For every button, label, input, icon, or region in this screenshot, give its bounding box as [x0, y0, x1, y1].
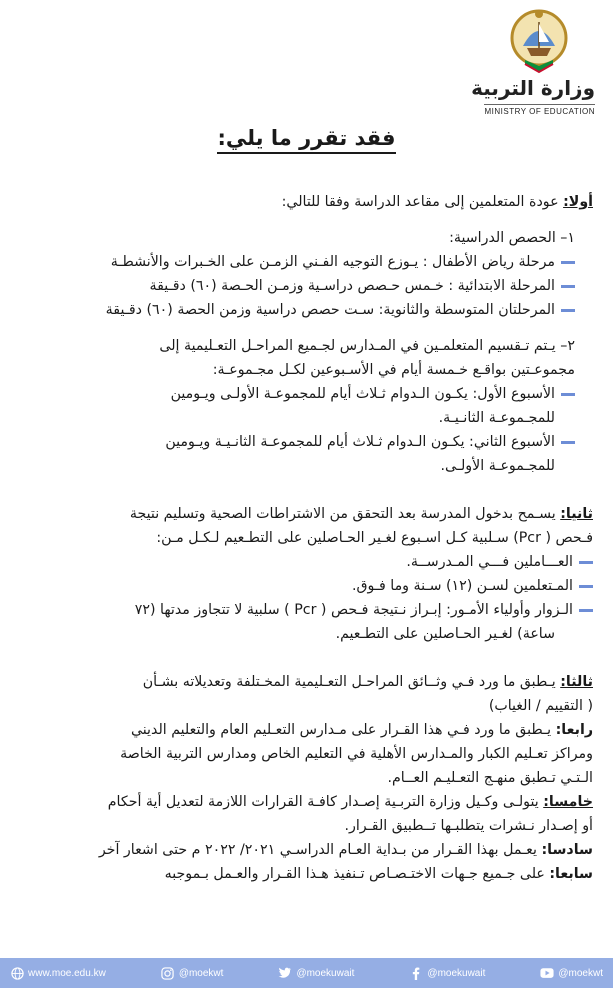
document-body: [23, 190, 593, 886]
bullet-text: مرحلة رياض الأطفال : يـوزع التوجيه الفـني الزمـن على الخـبرات والأنشطـة: [110, 254, 555, 270]
facebook-icon: [409, 966, 423, 980]
bullet-icon: [561, 309, 575, 312]
bullet-item-continued: للمجـموعـة الثانـيـة.: [438, 410, 555, 426]
document-title: فقد تقرر ما يلي:: [217, 126, 395, 154]
bullet-text: المـتعلمين لسـن (١٢) سـنة وما فـوق.: [351, 578, 573, 594]
footer-facebook-text: @moekuwait: [427, 967, 486, 979]
section-fourth-line: [23, 718, 593, 742]
section-label: ثالثا:: [560, 674, 593, 690]
bullet-icon: [579, 585, 593, 588]
bullet-item: [23, 598, 593, 622]
section-label: سادسا:: [541, 842, 593, 858]
bullet-icon: [579, 609, 593, 612]
section-text: يعـمل بهذا القـرار من بـداية العـام الدراسـي ٢٠٢١/ ٢٠٢٢ م حتى اشعار آخر: [98, 842, 542, 858]
bullet-text: الأسبوع الأول: يكـون الـدوام ثـلاث أيام للمجموعـة الأولـى ويـومين: [170, 386, 555, 402]
twitter-icon: [278, 966, 292, 980]
section-first-heading: [23, 190, 593, 214]
section-text: على جـميع جـهات الاختـصـاص تـنفيذ هـذا القـرار والعـمل بـموجبه: [164, 866, 550, 882]
bullet-text: الأسبوع الثاني: يكـون الـدوام ثـلاث أيام للمجموعـة الثانـيـة ويـومين: [165, 434, 555, 450]
section-text: يـطبق ما ورد فـي وثــائق المراحـل التعـليمية المخـتلفة وتعديلاته بشـأن: [142, 674, 561, 690]
section-text: يـطبق ما ورد فـي هذا القـرار على مـدارس التعـليم العام والتعليم الديني: [130, 722, 556, 738]
section-fourth-line: الـتـي تـطبق منهـج التعـليـم العــام.: [387, 770, 593, 786]
footer-twitter-text: @moekuwait: [296, 967, 355, 979]
instagram-icon: [161, 966, 175, 980]
footer-website[interactable]: [10, 966, 106, 980]
footer-youtube-text: @moekwt: [558, 967, 603, 979]
section-fifth-line: [23, 790, 593, 814]
youtube-icon: [540, 966, 554, 980]
bullet-item: [23, 574, 593, 598]
section-label: أولا:: [563, 194, 593, 210]
list-item: ٢– يـتم تـقسيم المتعلمـين في المـدارس لجـميع المراحـل التعـليمية إلى: [159, 338, 575, 354]
section-sixth-line: [23, 838, 593, 862]
bullet-text: المرحلة الابتدائية : خـمس حـصص دراسـية وزمـن الحـصة (٦٠) دقـيقة: [149, 278, 555, 294]
footer-instagram[interactable]: [161, 966, 224, 980]
list-item-continued: مجموعـتين بواقـع خـمسة أيام في الأسـبوعين لكـل مجـموعـة:: [212, 362, 575, 378]
footer-bar: [0, 958, 613, 988]
bullet-item: [23, 250, 593, 274]
footer-instagram-text: @moekwt: [178, 967, 224, 979]
section-fifth-line: أو إصـدار نـشرات يتطلبـها تــطبيق القـرار.: [344, 818, 593, 834]
section-label: سابعا:: [549, 866, 593, 882]
ministry-name-english: MINISTRY OF EDUCATION: [484, 104, 595, 116]
bullet-icon: [579, 561, 593, 564]
section-second-line: فـحص ( Pcr) سـلبية كـل اسـبوع لغـير الحـاصلين على التطـعيم لـكـل مـن:: [156, 530, 593, 546]
bullet-item-continued: للمجـموعـة الأولـى.: [440, 458, 555, 474]
bullet-icon: [561, 285, 575, 288]
section-seventh-line: [23, 862, 593, 886]
section-text: عودة المتعلمين إلى مقاعد الدراسة وفقا للتالي:: [281, 194, 564, 210]
bullet-item: [23, 382, 593, 406]
section-label: ثانيا:: [560, 506, 593, 522]
title-wrap: [0, 126, 613, 154]
bullet-item: [23, 430, 593, 454]
bullet-item: [23, 550, 593, 574]
globe-icon: [10, 966, 24, 980]
footer-twitter[interactable]: [278, 966, 354, 980]
bullet-icon: [561, 261, 575, 264]
bullet-text: العـــاملين فـــي المـدرســة.: [406, 554, 573, 570]
footer-facebook[interactable]: [409, 966, 485, 980]
list-item: ١– الحصص الدراسية:: [449, 230, 575, 246]
bullet-item: [23, 298, 593, 322]
bullet-item: [23, 274, 593, 298]
section-label: خامسا:: [543, 794, 593, 810]
bullet-item-continued: ساعة) لغـير الحـاصلين على التطـعيم.: [335, 626, 555, 642]
bullet-text: المرحلتان المتوسطة والثانوية: سـت حصص دراسية وزمن الحصة (٦٠) دقـيقة: [105, 302, 555, 318]
kuwait-emblem-logo: [509, 8, 569, 74]
footer-youtube[interactable]: [540, 966, 603, 980]
section-text: يتولـى وكـيل وزارة التربـية إصـدار كافـة القرارات اللازمة لتعديل أية أحكام: [107, 794, 544, 810]
section-second-line: [23, 502, 593, 526]
section-text: يسـمح بدخول المدرسة بعد التحقق من الاشتراطات الصحية وتسليم نتيجة: [129, 506, 561, 522]
section-label: رابعا:: [555, 722, 593, 738]
ministry-name-arabic: وزارة التربية: [471, 76, 595, 100]
bullet-icon: [561, 441, 575, 444]
section-fourth-line: ومراكز تعـليم الكبار والمـدارس الأهلية في التعليم الخاص ومدارس التربية الخاصة: [120, 746, 593, 762]
footer-website-text: www.moe.edu.kw: [28, 967, 106, 979]
bullet-text: الـزوار وأولياء الأمـور: إبـراز نـتيجة فـحص ( Pcr ) سلبية لا تتجاوز مدتها (٧٢: [134, 602, 573, 618]
section-third-line: [23, 670, 593, 694]
letterhead: [0, 0, 613, 120]
bullet-icon: [561, 393, 575, 396]
section-third-line: ( التقييم / الغياب): [488, 698, 593, 714]
